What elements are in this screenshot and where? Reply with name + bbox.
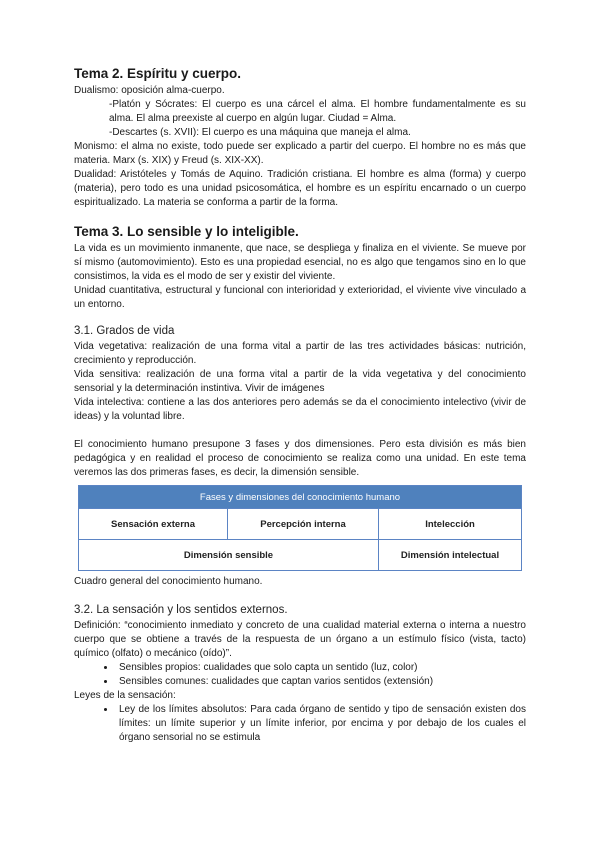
dualidad-paragraph: Dualidad: Aristóteles y Tomás de Aquino. Tradición cristiana. El hombre es alma (forma) y cuerpo (materia), pero todo es una unidad psicosomática, el hombre es un espíritu encarnado o un cuerpo espiritualizado. La materia se conforma a partir de la forma. — [74, 169, 526, 208]
tema3-title: Tema 3. Lo sensible y lo inteligible. — [74, 224, 299, 239]
tema3-paragraph-1: La vida es un movimiento inmanente, que nace, se despliega y finaliza en el viviente. Se mueve por sí mismo (automovimiento). Esto es una propiedad esencial, no es algo que tengamos sino en lo que consistimos, la vida es el modo de ser y existir del viviente. — [74, 243, 526, 282]
monismo-paragraph: Monismo: el alma no existe, todo puede ser explicado a partir del cuerpo. El hombre no es más que materia. Marx (s. XIX) y Freud (s. XIX-XX). — [74, 141, 526, 166]
tema2-title: Tema 2. Espíritu y cuerpo. — [74, 66, 242, 81]
leyes-list — [74, 703, 526, 745]
list-item: • Ley de los límites absolutos: Para cada órgano de sentido y tipo de sensación existen dos límites: un límite superior y un límite inferior, por encima y por debajo de los cuales el órgano sensorial no se estimula — [116, 703, 526, 745]
table-cell-percepcion: Percepción interna — [228, 509, 379, 540]
platon-paragraph: -Platón y Sócrates: El cuerpo es una cárcel el alma. El hombre fundamentalmente es su alma. El alma preexiste al cuerpo en algún lugar. Ciudad = Alma. — [109, 99, 526, 124]
section-3-1-title: 3.1. Grados de vida — [74, 325, 175, 337]
list-item: • Sensibles propios: cualidades que solo capta un sentido (luz, color) — [116, 661, 526, 675]
table-header: Fases y dimensiones del conocimiento humano — [79, 486, 522, 509]
descartes-paragraph: -Descartes (s. XVII): El cuerpo es una máquina que maneja el alma. — [109, 127, 411, 138]
vida-sensitiva: Vida sensitiva: realización de una forma vital a partir de la vida vegetativa y del conocimiento sensorial y la determinación instintiva. Vivir de imágenes — [74, 369, 526, 394]
conocimiento-paragraph: El conocimiento humano presupone 3 fases y dos dimensiones. Pero esta división es más bien pedagógica y en realidad el proceso de conocimiento se realiza como una unidad. En este tema veremos las dos primeras fases, es decir, la dimensión sensible. — [74, 439, 526, 478]
table-cell-dimension-sensible: Dimensión sensible — [79, 540, 379, 571]
table-cell-inteleccion: Intelección — [379, 509, 522, 540]
list-item: • Sensibles comunes: cualidades que captan varios sentidos (extensión) — [116, 675, 526, 689]
section-3-2-title: 3.2. La sensación y los sentidos externos. — [74, 604, 288, 616]
definicion-paragraph: Definición: “conocimiento inmediato y concreto de una cualidad material externa o interna a nuestro cuerpo que se obtiene a través de la respuesta de un órgano a un estímulo físico (vista, tacto) químico (olfato) o mecánico (oído)”. — [74, 620, 526, 659]
tema3-paragraph-2: Unidad cuantitativa, estructural y funcional con interioridad y exterioridad, el viviente vive vinculado a un entorno. — [74, 285, 526, 310]
vida-intelectiva: Vida intelectiva: contiene a las dos anteriores pero además se da el conocimiento intelectivo (vivir de ideas) y la voluntad libre. — [74, 397, 526, 422]
table-cell-dimension-intelectual: Dimensión intelectual — [379, 540, 522, 571]
table-caption: Cuadro general del conocimiento humano. — [74, 576, 263, 587]
conocimiento-table — [78, 485, 522, 571]
leyes-title: Leyes de la sensación: — [74, 690, 176, 701]
sensibles-list — [74, 661, 526, 689]
vida-vegetativa: Vida vegetativa: realización de una forma vital a partir de las tres actividades básicas: nutrición, crecimiento y reproducción. — [74, 341, 526, 366]
dualismo-intro: Dualismo: oposición alma-cuerpo. — [74, 85, 225, 96]
table-cell-sensacion: Sensación externa — [79, 509, 228, 540]
